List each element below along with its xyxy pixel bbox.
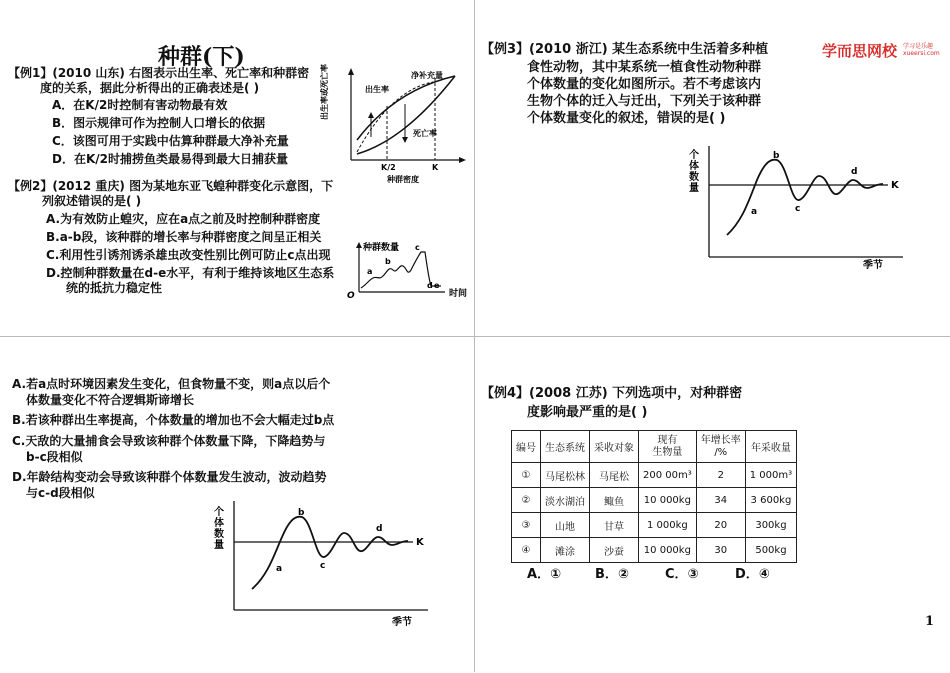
table-header: 现有 生物量 — [639, 431, 697, 463]
graph4-ylabel-4: 量 — [214, 540, 224, 551]
example-2-option-b: B.a-b段，该种群的增长率与种群密度之间呈正相关 — [46, 230, 322, 244]
graph4-point-b: b — [298, 508, 305, 518]
table-cell: 1 000m³ — [745, 463, 796, 488]
example-3-heading: 【例3】(2010 浙江) 某生态系统中生活着多种植 — [481, 42, 769, 57]
table-header: 年增长率 /% — [696, 431, 745, 463]
graph4-ylabel-1: 个 — [214, 507, 224, 518]
population-curve — [252, 517, 408, 589]
table-cell: 500kg — [745, 538, 796, 563]
table-cell: ② — [512, 488, 541, 513]
slide-title: 种群(下) — [158, 44, 245, 70]
graph3-k-label: K — [891, 180, 899, 191]
answer-c: C．③ — [665, 567, 699, 582]
table-cell: ④ — [512, 538, 541, 563]
table-header: 年采收量 — [745, 431, 796, 463]
table-cell: 山地 — [541, 513, 590, 538]
graph4-point-c: c — [320, 561, 326, 571]
slide-3 — [0, 337, 475, 673]
graph2-point-e: e — [434, 281, 440, 290]
graph3-xlabel: 季节 — [863, 260, 883, 271]
option-b: B.若该种群出生率提高，个体数量的增加也不会大幅走过b点 — [12, 413, 335, 427]
table-cell: 10 000kg — [639, 538, 697, 563]
table-header: 生态系统 — [541, 431, 590, 463]
table-cell: 3 600kg — [745, 488, 796, 513]
table-header: 编号 — [512, 431, 541, 463]
graph4-ylabel-2: 体 — [214, 518, 224, 529]
logo-url: xueersi.com — [903, 50, 940, 57]
example-1-option-b: B．图示规律可作为控制人口增长的依据 — [52, 116, 266, 130]
table-cell: 1 000kg — [639, 513, 697, 538]
graph4-xlabel: 季节 — [392, 617, 412, 628]
option-c-line-2: b-c段相似 — [26, 450, 83, 464]
logo-text: 学而思网校 — [822, 42, 898, 60]
example-2-option-d: D.控制种群数量在d-e水平，有利于维持该地区生态系 — [46, 266, 335, 280]
graph3-point-a: a — [751, 207, 758, 217]
table-cell: ① — [512, 463, 541, 488]
graph4-point-d: d — [376, 524, 383, 534]
option-d-line-2: 与c-d段相似 — [26, 486, 95, 500]
example-1-option-a: A．在K/2时控制有害动物最有效 — [52, 98, 228, 112]
harvest-table — [511, 430, 797, 563]
graph2-xlabel: 时间 — [449, 289, 468, 299]
logo-subtext: 学习是乐趣 — [903, 43, 934, 50]
population-oscillation-graph — [683, 140, 923, 272]
table-cell: 20 — [696, 513, 745, 538]
graph1-ylabel: 出生率或死亡率 — [320, 64, 329, 120]
graph3-ylabel-4: 量 — [689, 183, 699, 194]
option-d-line-1: D.年龄结构变动会导致该种群个体数量发生波动，波动趋势 — [12, 470, 327, 484]
graph3-ylabel-2: 体 — [689, 161, 699, 172]
answer-b: B．② — [595, 567, 629, 582]
locust-population-graph — [345, 236, 473, 302]
graph3-point-c: c — [795, 204, 801, 214]
graph1-tick-k: K — [432, 163, 439, 172]
table-cell: 沙蚕 — [590, 538, 639, 563]
answer-a: A．① — [527, 567, 562, 582]
graph4-k-label: K — [416, 537, 424, 548]
graph2-origin: O — [347, 291, 355, 301]
population-curve — [727, 160, 883, 235]
table-cell: 滩涂 — [541, 538, 590, 563]
table-cell: 10 000kg — [639, 488, 697, 513]
slide-2 — [475, 0, 950, 336]
graph2-point-a: a — [367, 267, 373, 276]
birth-death-graph — [320, 60, 470, 185]
table-cell: 鲰鱼 — [590, 488, 639, 513]
example-1-heading: 【例1】(2010 山东) 右图表示出生率、死亡率和种群密 — [8, 66, 310, 80]
example-3-line-3: 生物个体的迁入与迁出，下列关于该种群 — [527, 94, 762, 109]
example-1-option-c: C．该图可用于实践中估算种群最大净补充量 — [52, 134, 289, 148]
graph2-ylabel: 种群数量 — [363, 243, 400, 253]
option-a-line-1: A.若a点时环境因素发生变化，但食物量不变，则a点以后个 — [12, 377, 331, 391]
slide-1 — [0, 0, 475, 336]
table-cell: 200 00m³ — [639, 463, 697, 488]
example-2-heading-cont: 列叙述错误的是( ) — [42, 194, 142, 208]
table-cell: 马尾松 — [590, 463, 639, 488]
graph1-xlabel: 种群密度 — [387, 175, 419, 184]
table-cell: 34 — [696, 488, 745, 513]
example-2-heading: 【例2】(2012 重庆) 图为某地东亚飞蝗种群变化示意图，下 — [8, 179, 334, 193]
graph4-point-a: a — [276, 564, 283, 574]
slide-4 — [475, 337, 950, 673]
example-2-option-d-cont: 统的抵抗力稳定性 — [66, 281, 163, 295]
graph3-point-b: b — [773, 151, 780, 161]
table-cell: 300kg — [745, 513, 796, 538]
table-cell: 2 — [696, 463, 745, 488]
option-c-line-1: C.天敌的大量捕食会导致该种群个体数量下降，下降趋势与 — [12, 434, 326, 448]
table-row — [512, 513, 797, 538]
table-cell: 30 — [696, 538, 745, 563]
graph3-ylabel-3: 数 — [689, 172, 699, 183]
graph2-point-c: c — [415, 243, 420, 252]
example-2-option-a: A.为有效防止蝗灾，应在a点之前及时控制种群密度 — [46, 212, 321, 226]
graph1-net-label: 净补充量 — [411, 71, 443, 80]
option-a-line-2: 体数量变化不符合逻辑斯谛增长 — [26, 393, 195, 407]
table-cell: 淡水湖泊 — [541, 488, 590, 513]
example-3-line-2: 个体数量的变化如图所示。若不考虑该内 — [527, 77, 762, 92]
page-number: 1 — [925, 614, 935, 629]
graph2-point-b: b — [385, 257, 391, 266]
example-1-option-d: D．在K/2时捕捞鱼类最易得到最大日捕获量 — [52, 152, 288, 166]
graph1-birth-label: 出生率 — [365, 85, 389, 94]
answer-d: D．④ — [735, 567, 770, 582]
table-row — [512, 488, 797, 513]
graph3-point-d: d — [851, 167, 858, 177]
graph1-tick-k2: K/2 — [381, 163, 396, 172]
example-3-line-1: 食性动物，其中某系统一植食性动物种群 — [527, 60, 762, 75]
example-3-line-4: 个体数量变化的叙述，错误的是( ) — [527, 111, 726, 126]
table-cell: 马尾松林 — [541, 463, 590, 488]
graph3-ylabel-1: 个 — [689, 150, 699, 161]
table-row — [512, 463, 797, 488]
graph2-point-d: d — [427, 281, 433, 290]
table-cell: ③ — [512, 513, 541, 538]
example-1-heading-cont: 度的关系，据此分析得出的正确表述是( ) — [40, 81, 260, 95]
example-4-heading-cont: 度影响最严重的是( ) — [527, 405, 648, 420]
graph1-death-label: 死亡率 — [413, 129, 437, 138]
table-cell: 甘草 — [590, 513, 639, 538]
table-row — [512, 538, 797, 563]
table-header: 采收对象 — [590, 431, 639, 463]
population-oscillation-graph-2 — [208, 497, 448, 629]
graph4-ylabel-3: 数 — [214, 529, 224, 540]
example-2-option-c: C.利用性引诱剂诱杀雄虫改变性别比例可防止c点出现 — [46, 248, 331, 262]
example-4-heading: 【例4】(2008 江苏) 下列选项中，对种群密 — [481, 386, 743, 401]
